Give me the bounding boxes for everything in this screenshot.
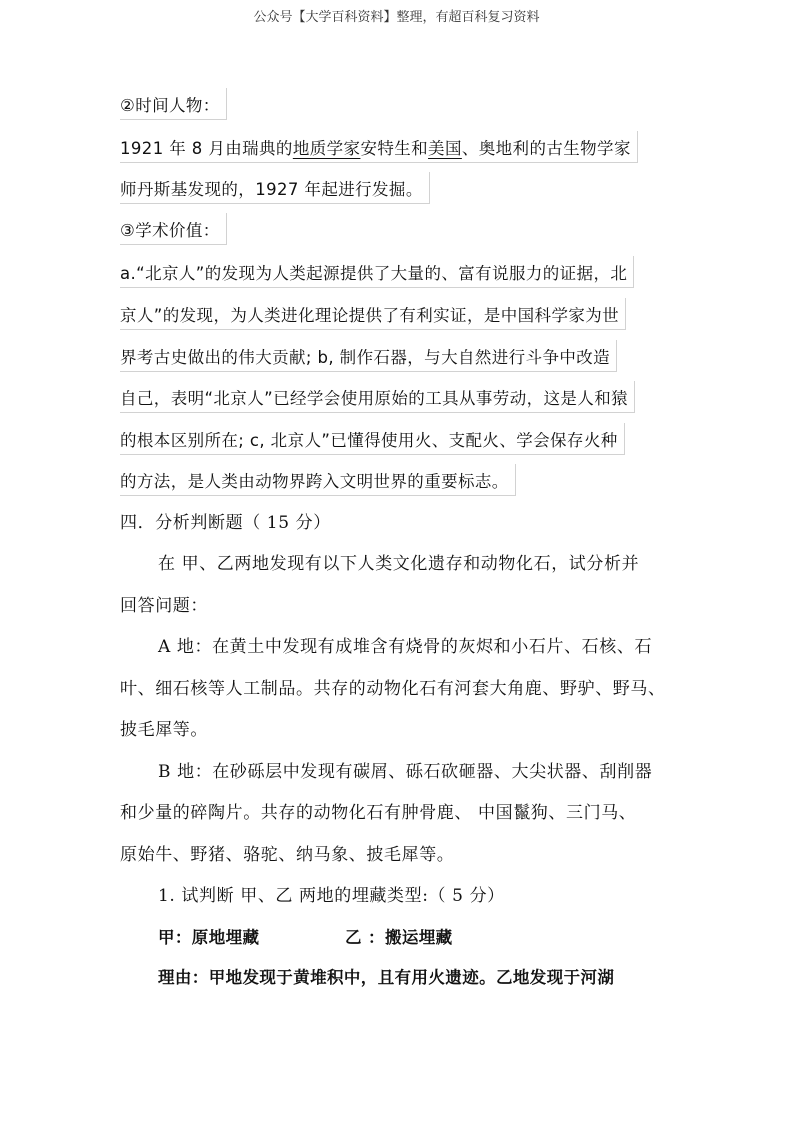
site-b-line: 和少量的碎陶片。共存的动物化石有肿骨鹿、 中国鬣狗、三门马、 (120, 803, 637, 823)
underlined-term: 地质学家 (292, 139, 361, 158)
answer-jia: 甲：原地埋藏 (158, 928, 260, 947)
paragraph-line: 在 甲、乙两地发现有以下人类文化遗存和动物化石，试分析并 (158, 554, 640, 574)
page-header: 公众号【大学百科资料】整理，有超百科复习资料 (253, 10, 540, 25)
paragraph-line: 师丹斯基发现的，1927 年起进行发掘。 (120, 172, 430, 204)
paragraph-line: 的根本区别所在; c, 北京人”已懂得使用火、支配火、学会保存火种 (120, 423, 625, 455)
paragraph-line: 自己，表明“北京人”已经学会使用原始的工具从事劳动，这是人和猿 (120, 381, 635, 413)
answer-yi: 乙 ：搬运埋藏 (345, 928, 453, 947)
site-a-line: A 地：在黄土中发现有成堆含有烧骨的灰烬和小石片、石核、石 (158, 637, 653, 657)
paragraph-line: 1921 年 8 月由瑞典的地质学家安特生和美国、奥地利的古生物学家 (120, 131, 638, 163)
site-a-line: 叶、细石核等人工制品。共存的动物化石有河套大角鹿、野驴、野马、 (120, 679, 666, 699)
paragraph-line: a.“北京人”的发现为人类起源提供了大量的、富有说服力的证据，北 (120, 256, 634, 288)
question-1: 1. 试判断 甲、乙 两地的埋藏类型:（ 5 分） (158, 886, 505, 906)
site-a-line: 披毛犀等。 (120, 720, 208, 740)
paragraph-line: 京人”的发现，为人类进化理论提供了有利实证，是中国科学家为世 (120, 298, 626, 330)
section-heading-academic-value: ③学术价值： (120, 213, 227, 245)
reason-line: 理由：甲地发现于黄堆积中，且有用火遗迹。乙地发现于河湖 (158, 968, 615, 987)
paragraph-line: 界考古史做出的伟大贡献; b, 制作石器，与大自然进行斗争中改造 (120, 340, 617, 372)
paragraph-line: 回答问题： (120, 596, 208, 616)
site-b-line: B 地：在砂砾层中发现有碳屑、砾石砍砸器、大尖状器、刮削器 (158, 762, 653, 782)
section-heading-time-people: ②时间人物： (120, 88, 227, 120)
paragraph-line: 的方法，是人类由动物界跨入文明世界的重要标志。 (120, 464, 516, 496)
underlined-term: 美国 (428, 139, 462, 158)
part-title: 四．分析判断题（ 15 分） (120, 513, 331, 533)
site-b-line: 原始牛、野猪、骆驼、纳马象、披毛犀等。 (120, 845, 455, 865)
